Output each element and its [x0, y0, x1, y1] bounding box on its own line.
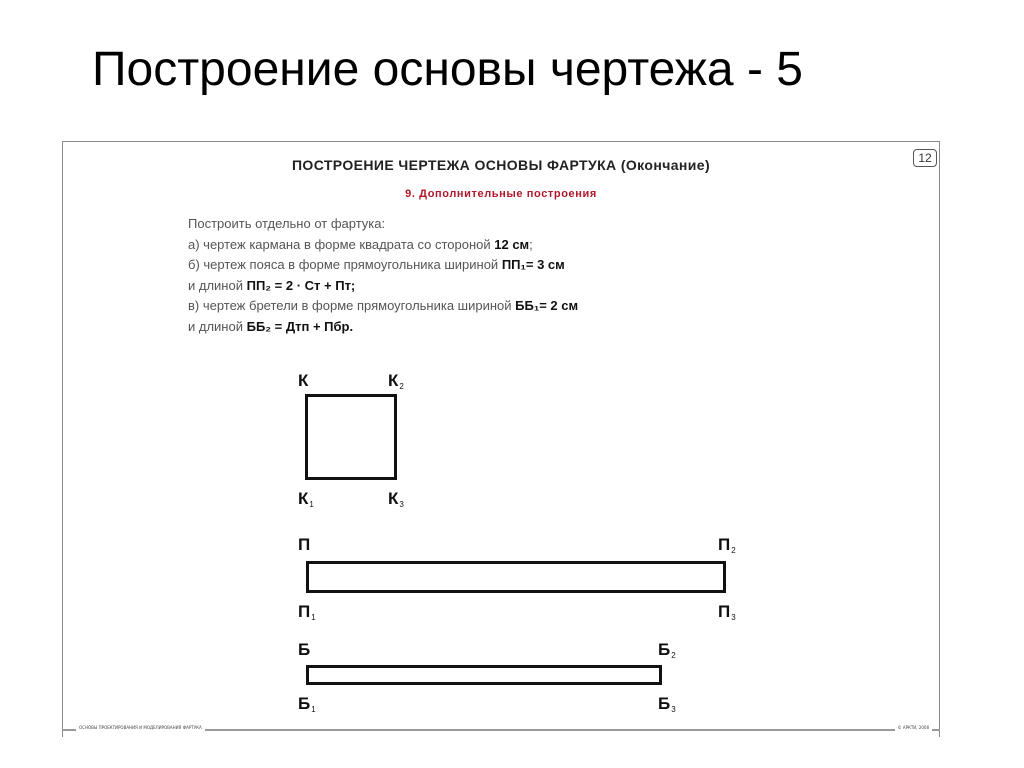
instruction-c: в) чертеж бретели в форме прямоугольника шириной ББ₁= 2 см	[188, 298, 579, 313]
belt-label-p: П	[298, 535, 311, 554]
worksheet-title: ПОСТРОЕНИЕ ЧЕРТЕЖА ОСНОВЫ ФАРТУКА (Окончание)	[291, 157, 711, 173]
pocket-label-k1: $К_1$	[298, 489, 314, 509]
strap-label-b: Б	[298, 640, 311, 659]
pocket-label-k2: $К_2$	[388, 371, 404, 391]
instruction-c-length: и длиной ББ₂ = Дтп + Пбр.	[188, 318, 354, 334]
belt-label-p1: $П_1$	[298, 602, 316, 622]
slide-title: Построение основы чертежа - 5	[92, 43, 803, 96]
pocket-label-k: К	[298, 371, 309, 390]
strap-label-b1: $Б_1$	[298, 694, 316, 714]
pocket-label-k3: $К_3$	[388, 489, 404, 509]
instruction-b: б) чертеж пояса в форме прямоугольника шириной ПП₁= 3 см	[188, 257, 565, 272]
strap-label-b2: $Б_2$	[658, 640, 676, 660]
belt-label-p3: $П_3$	[718, 602, 736, 622]
instruction-a: а) чертеж кармана в форме квадрата со стороной 12 см;	[188, 236, 533, 252]
instructions-text	[188, 214, 578, 337]
footer-left-caption: ОСНОВЫ ПРОЕКТИРОВАНИЯ И МОДЕЛИРОВАНИЯ ФАРТУКА	[76, 724, 205, 732]
strap-rectangle	[306, 665, 662, 685]
worksheet-footer	[62, 722, 940, 738]
instruction-b-length: и длиной ПП₂ = 2 · Ст + Пт;	[188, 277, 356, 293]
strap-label-b3: $Б_3$	[658, 694, 676, 714]
belt-rectangle	[306, 561, 726, 593]
belt-label-p2: $П_2$	[718, 535, 736, 555]
page-number-badge: 12	[913, 149, 937, 167]
worksheet-subtitle: 9. Дополнительные построения	[405, 188, 597, 200]
footer-right-caption: © АРКТИ, 2008	[895, 724, 932, 732]
instruction-intro: Построить отдельно от фартука:	[188, 216, 386, 231]
pocket-square	[305, 394, 397, 480]
